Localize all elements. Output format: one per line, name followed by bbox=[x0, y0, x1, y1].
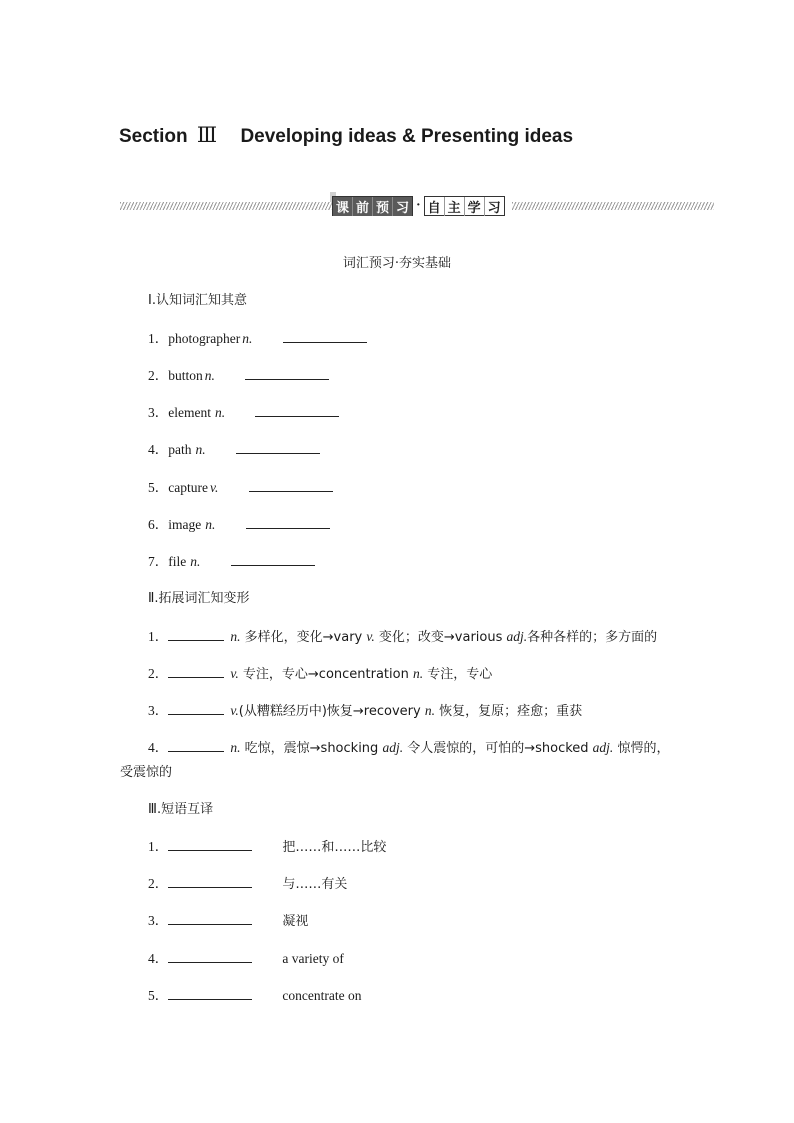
subheading: 词汇预习·夯实基础 bbox=[342, 256, 452, 271]
list-item: 4．path n. bbox=[148, 438, 320, 458]
part3-heading: Ⅲ.短语互译 bbox=[148, 802, 214, 817]
answer-blank[interactable] bbox=[245, 367, 329, 380]
banner-dark-box bbox=[332, 196, 413, 216]
answer-blank[interactable] bbox=[168, 950, 252, 963]
banner-dot: · bbox=[416, 198, 421, 213]
answer-blank[interactable] bbox=[283, 330, 367, 343]
list-item: 5． concentrate on bbox=[148, 988, 362, 1003]
answer-blank[interactable] bbox=[255, 404, 339, 417]
title-main: Developing ideas & Presenting ideas bbox=[240, 126, 574, 147]
banner-light-box bbox=[424, 196, 505, 216]
list-item: 4． n. 吃惊，震惊→shocking adj. 令人震惊的，可怕的→shocked adj. 惊愕的， bbox=[148, 740, 670, 756]
part2-heading: Ⅱ.拓展词汇知变形 bbox=[148, 591, 250, 606]
list-item: 1． n. 多样化，变化→vary v. 变化；改变→various adj.各种各样的；多方面的 bbox=[148, 629, 658, 645]
answer-blank[interactable] bbox=[236, 441, 320, 454]
list-item: 4． a variety of bbox=[148, 951, 344, 966]
list-item: 3． 凝视 bbox=[148, 913, 309, 929]
banner-hatch-left bbox=[120, 202, 332, 210]
list-item: 5．capture v. bbox=[148, 476, 333, 496]
banner-char: 习 bbox=[487, 200, 501, 216]
banner-label bbox=[332, 196, 505, 216]
banner-char: 预 bbox=[373, 197, 393, 216]
banner-char: 课 bbox=[333, 197, 353, 216]
section-banner bbox=[120, 196, 714, 216]
answer-blank[interactable] bbox=[168, 987, 252, 1000]
answer-blank[interactable] bbox=[249, 479, 333, 492]
answer-blank[interactable] bbox=[168, 628, 224, 641]
banner-char: 习 bbox=[393, 197, 412, 216]
list-item: 2．button n. bbox=[148, 364, 329, 384]
list-item-wrap: 受震惊的 bbox=[120, 765, 173, 780]
answer-blank[interactable] bbox=[168, 739, 224, 752]
list-item: 6．image n. bbox=[148, 513, 330, 533]
answer-blank[interactable] bbox=[168, 912, 252, 925]
answer-blank[interactable] bbox=[246, 516, 330, 529]
banner-hatch-right bbox=[512, 202, 714, 210]
list-item: 2． 与……有关 bbox=[148, 876, 348, 892]
title-roman-numeral: Ⅲ bbox=[196, 123, 218, 147]
answer-blank[interactable] bbox=[168, 875, 252, 888]
title-prefix: Section bbox=[119, 126, 188, 147]
answer-blank[interactable] bbox=[168, 838, 252, 851]
list-item: 2． v. 专注，专心→concentration n. 专注，专心 bbox=[148, 666, 493, 682]
answer-blank[interactable] bbox=[168, 665, 224, 678]
answer-blank[interactable] bbox=[231, 553, 315, 566]
list-item: 1．photographer n. bbox=[148, 327, 367, 347]
banner-char: 学 bbox=[465, 197, 485, 216]
list-item: 3． v.(从糟糕经历中)恢复→recovery n. 恢复，复原；痊愈；重获 bbox=[148, 703, 583, 719]
list-item: 7．file n. bbox=[148, 550, 315, 570]
list-item: 1． 把……和……比较 bbox=[148, 839, 387, 855]
part1-heading: Ⅰ.认知词汇知其意 bbox=[148, 293, 247, 308]
answer-blank[interactable] bbox=[168, 702, 224, 715]
banner-char: 自 bbox=[425, 197, 445, 216]
page-title bbox=[119, 123, 573, 148]
banner-char: 主 bbox=[445, 197, 465, 216]
list-item: 3．element n. bbox=[148, 401, 339, 421]
banner-char: 前 bbox=[353, 197, 373, 216]
